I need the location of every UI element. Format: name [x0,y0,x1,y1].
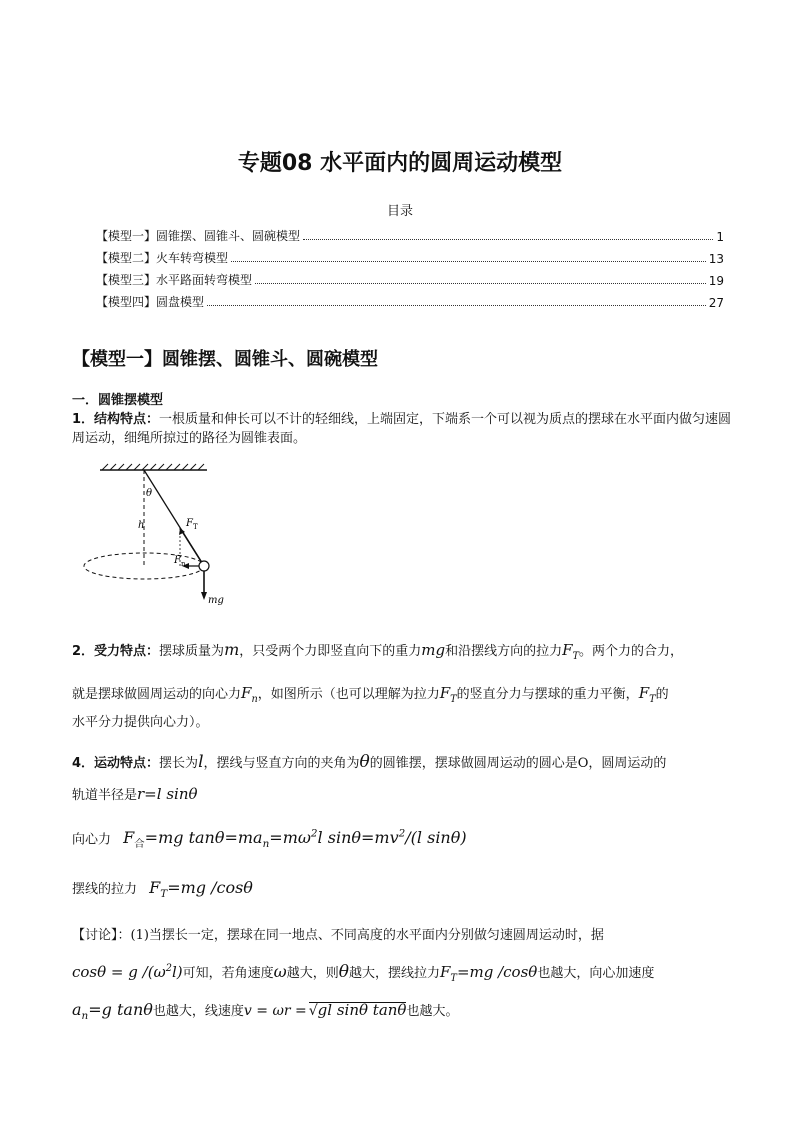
section-heading: 【模型一】圆锥摆、圆锥斗、圆碗模型 [72,349,378,370]
force-text-d: 。两个力的合力， [579,644,684,659]
centripetal-force-line [72,828,467,851]
force-text-h: 的 [655,687,669,702]
force-text-c: 和沿摆线方向的拉力 [445,644,563,659]
discussion-text-g: 也越大。 [406,1004,459,1019]
discussion-line-1 [72,924,604,943]
toc-item[interactable] [96,270,724,288]
force-label: 2．受力特点： [72,644,160,659]
force-text-g: 的竖直分力与摆球的重力平衡， [456,687,639,702]
fn-sub-label: n [181,560,186,568]
ft-label: F [186,518,193,529]
discussion-text-a: (1)当摆长一定，摆球在同一地点、不同高度的水平面内分别做匀速圆周运动时，据 [130,928,604,943]
page-title: 专题08 水平面内的圆周运动模型 [237,151,563,176]
cos-theta-formula: cosθ = g $/(\omega^2l)$ [72,963,183,981]
structure-label: 1．结构特点： [72,412,160,427]
toc-item-page: 13 [708,252,724,266]
mg-label: mg [208,595,224,606]
motion-line-1 [72,752,666,772]
string-tension-formula: $F_T=mg$ /cosθ [149,878,253,901]
motion-text-c: 的圆锥摆，摆球做圆周运动的圆心是O，圆周运动的 [369,756,667,771]
velocity-formula: v = ωr = √gl sinθ tanθ [243,1001,407,1019]
discussion-line-3 [72,1000,458,1022]
toc-item-label: 【模型二】火车转弯模型 [96,251,229,265]
mass-symbol: m [224,640,240,659]
motion-label: 4．运动特点： [72,756,160,771]
discussion-line-2 [72,962,654,984]
tension-symbol: $F_T$ [562,641,580,662]
h-label: h [138,520,145,531]
gravity-arrowhead [201,592,207,600]
theta-symbol: θ [359,752,370,772]
toc-item[interactable] [96,226,724,244]
toc-leader [207,305,706,306]
acceleration-formula: $a_n=g$ tanθ [72,1000,153,1023]
ceiling-hatch [102,464,204,470]
centripetal-symbol: $F_n$ [241,684,258,705]
force-line-1 [72,640,683,662]
discussion-label: 【讨论】： [72,928,131,943]
discussion-text-f: 也越大，线速度 [152,1004,244,1019]
discussion-text-e: 也越大，向心加速度 [537,966,655,981]
radius-formula: r=l sinθ [137,785,198,803]
force-text-f: ，如图所示（也可以理解为拉力 [257,687,440,702]
force-line-3: 水平分力提供向心力）。 [72,715,209,730]
length-symbol: l [198,752,204,772]
omega-symbol: ω [273,962,287,981]
toc-leader [231,261,706,262]
radius-label: 轨道半径是 [72,788,138,803]
structure-text: 一根质量和伸长可以不计的轻细线，上端固定，下端系一个可以视为质点的摆球在水平面内做匀速圆周运动，细绳所掠过的路径为圆锥表面。 [72,412,732,446]
toc-item[interactable] [96,292,724,310]
theta-symbol-2: θ [338,962,349,982]
conical-pendulum-figure [82,462,232,612]
toc-item-label: 【模型三】水平路面转弯模型 [96,273,253,287]
gravity-symbol: mg [421,641,446,659]
string-tension-line [72,878,253,900]
motion-text-b: ，摆线与竖直方向的夹角为 [203,756,360,771]
discussion-text-b: 可知，若角速度 [182,966,274,981]
toc-item-page: 1 [716,230,724,244]
theta-label: θ [146,488,153,499]
toc-item-label: 【模型一】圆锥摆、圆锥斗、圆碗模型 [96,229,301,243]
force-text-e: 就是摆球做圆周运动的向心力 [72,687,242,702]
force-text-a: 摆球质量为 [159,644,225,659]
discussion-text-c: 越大，则 [286,966,339,981]
fn-label: F [174,555,181,566]
force-line-2 [72,683,669,705]
structure-paragraph [72,410,732,448]
toc-heading: 目录 [386,204,413,219]
sub-heading: 一．圆锥摆模型 [72,393,164,408]
toc-leader [303,239,713,240]
pendulum-bob [199,561,209,571]
motion-line-2 [72,784,198,803]
tension-symbol-2: $F_T$ [439,684,457,705]
centripetal-label: 向心力 [72,832,112,848]
ft-sub-label: T [193,523,198,531]
toc-item-label: 【模型四】圆盘模型 [96,295,205,309]
motion-text-a: 摆长为 [159,756,199,771]
toc-leader [255,283,706,284]
centripetal-formula: $F_合=mg$ $\tan\theta=ma_n=m\omega^2l$ $\sin\theta=mv^2/(l$ sinθ) [123,828,467,851]
force-text-b: ，只受两个力即竖直向下的重力 [239,644,422,659]
tension-formula-2: $F_T=mg$ /cosθ [440,963,538,984]
tension-symbol-3: $F_T$ [638,684,656,705]
toc-item-page: 27 [708,296,724,310]
discussion-text-d: 越大，摆线拉力 [348,966,440,981]
string-tension-label: 摆线的拉力 [72,882,138,897]
toc-item[interactable] [96,248,724,266]
toc-item-page: 19 [708,274,724,288]
